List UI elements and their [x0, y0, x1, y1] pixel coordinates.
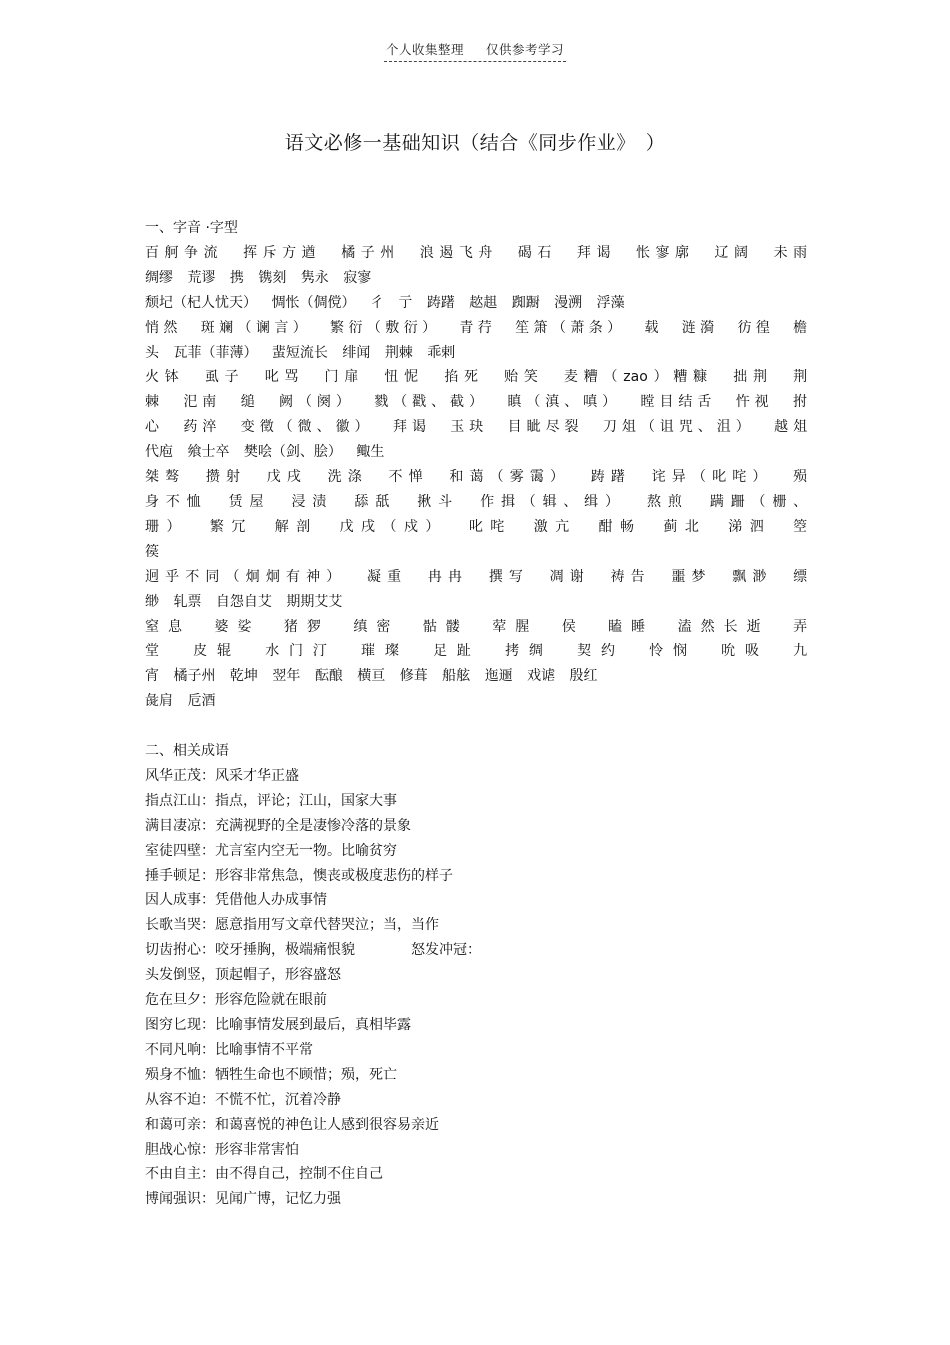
- vocab-word: 蹒跚（栅、: [709, 493, 807, 510]
- vocab-word: 冉冉: [427, 568, 469, 585]
- vocab-word: 足趾: [433, 643, 481, 660]
- vocab-word: 彷徨: [737, 319, 775, 336]
- vocab-word: 诧异（叱咤）: [651, 469, 773, 486]
- idiom-list: [145, 764, 807, 1212]
- vocab-word: 戏谑: [527, 668, 556, 685]
- vocab-word: 作揖（辑、缉）: [480, 493, 626, 510]
- vocab-line: [145, 316, 807, 341]
- vocab-word: 虱子: [204, 369, 245, 386]
- vocab-word: 叱咤: [468, 518, 512, 535]
- vocab-word: 檐: [793, 319, 807, 336]
- idiom-entry: 因人成事：凭借他人办成事情: [145, 892, 327, 909]
- vocab-word: 携: [229, 269, 244, 286]
- vocab-word: 赁屋: [228, 493, 271, 510]
- vocab-word: 轧票: [173, 593, 202, 610]
- idiom-entry: 胆战心惊：形容非常害怕: [145, 1141, 299, 1158]
- vocab-word: 变徵（微、徽）: [240, 419, 374, 436]
- vocab-line: [145, 615, 807, 640]
- vocab-word: 蜚短流长: [271, 344, 328, 361]
- vocab-word: 璀璨: [361, 643, 409, 660]
- vocab-word: 婆娑: [214, 618, 261, 635]
- vocab-word: 卮酒: [187, 693, 216, 710]
- vocab-word: 越俎: [774, 419, 807, 436]
- vocab-line: [145, 291, 807, 316]
- vocab-word: 激亢: [533, 518, 577, 535]
- vocab-word: 噩梦: [671, 568, 712, 585]
- vocab-word: 自怨自艾: [215, 593, 272, 610]
- vocab-word: 拷绸: [505, 643, 553, 660]
- header-left-text: 个人收集整理: [385, 42, 464, 57]
- vocab-word: 忤视: [735, 394, 774, 411]
- vocab-word: 绸缪: [145, 269, 173, 286]
- vocab-word: 橘子州: [341, 244, 400, 261]
- vocab-word: 麦糟（zao）糟糠: [563, 369, 713, 386]
- vocab-word: 百舸争流: [145, 244, 224, 261]
- vocab-word: 笙箫（萧条）: [515, 319, 626, 336]
- idiom-entry: 不同凡响：比喻事情不平常: [145, 1041, 313, 1058]
- vocab-word: 涕泗: [728, 518, 772, 535]
- vocab-word: 迥乎不同（炯炯有神）: [145, 568, 347, 585]
- vocab-word: 溘然长逝: [677, 618, 770, 635]
- vocab-word: 悄然: [145, 319, 182, 336]
- vocab-word: 骷髅: [422, 618, 469, 635]
- vocab-word: 瞋（滇、嗔）: [507, 394, 622, 411]
- vocab-word: 荒谬: [187, 269, 216, 286]
- vocab-word: 缈: [145, 593, 159, 610]
- vocab-word: 未雨: [773, 244, 807, 261]
- vocab-line: [145, 565, 807, 590]
- vocab-word: 拊: [793, 394, 807, 411]
- vocab-word: 乖剌: [427, 344, 456, 361]
- vocab-word: 戊戌（戍）: [339, 518, 447, 535]
- vocab-word: 惆怅（倜傥）: [271, 294, 356, 311]
- vocab-word: 彘肩: [145, 693, 173, 710]
- vocab-word: 飘渺: [732, 568, 773, 585]
- vocab-word: 迤逦: [484, 668, 513, 685]
- vocab-word: 戊戌: [266, 469, 308, 486]
- vocab-word: 期期艾艾: [286, 593, 343, 610]
- section-heading-pronunciation: 一、字音 ·字型: [145, 220, 238, 236]
- vocab-word: 和蔼（雾霭）: [449, 469, 571, 486]
- vocab-word: 解剖: [274, 518, 318, 535]
- vocab-word: 镌刻: [258, 269, 287, 286]
- vocab-word: 寂寥: [343, 269, 372, 286]
- vocab-word: 攒射: [205, 469, 247, 486]
- vocab-word: 代庖: [145, 444, 173, 461]
- vocab-word: 头: [145, 344, 159, 361]
- vocab-word: 酣畅: [598, 518, 642, 535]
- vocab-word: 荆: [793, 369, 807, 386]
- vocab-word: 挥斥方遒: [243, 244, 322, 261]
- vocab-word: 九: [793, 643, 807, 660]
- vocab-word: 箜: [793, 518, 807, 535]
- idiom-entry: 图穷匕现：比喻事情发展到最后，真相毕露: [145, 1016, 411, 1033]
- vocab-line: [145, 390, 807, 415]
- vocab-word: 瞠目结舌: [640, 394, 717, 411]
- vocab-word: 浸渍: [291, 493, 334, 510]
- page-header: [0, 40, 950, 62]
- vocab-word: 凝重: [366, 568, 408, 585]
- vocab-word: 目眦尽裂: [507, 419, 584, 436]
- vocab-word: 怜悯: [649, 643, 697, 660]
- idiom-entry: 头发倒竖，顶起帽子，形容盛怒: [145, 967, 341, 984]
- vocab-word: 殒: [793, 469, 807, 486]
- vocab-word: 窒息: [145, 618, 191, 635]
- vocab-word: 弄: [793, 618, 807, 635]
- vocab-line: [145, 490, 807, 515]
- section-heading-idioms: 二、相关成语: [145, 743, 229, 760]
- section-gap: [145, 714, 807, 739]
- vocab-word: 契约: [577, 643, 625, 660]
- vocab-line: [145, 440, 807, 465]
- vocab-word: 浪遏飞舟: [419, 244, 498, 261]
- vocab-word: 门扉: [324, 369, 365, 386]
- vocab-word: 辽阔: [714, 244, 754, 261]
- vocab-word: 忸怩: [384, 369, 424, 386]
- vocab-word: 篌: [145, 543, 159, 560]
- vocab-word: 船舷: [442, 668, 471, 685]
- vocab-word: 叱骂: [264, 369, 305, 386]
- vocab-word: 繁冗: [209, 518, 253, 535]
- vocab-word: 蓟北: [663, 518, 707, 535]
- vocab-word: 鲰生: [356, 444, 385, 461]
- vocab-word: 颓圮（杞人忧天）: [145, 294, 257, 311]
- vocab-line: [145, 515, 807, 540]
- idiom-entry: 指点江山：指点，评论；江山，国家大事: [145, 792, 397, 809]
- vocab-word: 熬煎: [647, 493, 689, 510]
- vocab-word: 皮辊: [193, 643, 241, 660]
- vocab-word: 酝酿: [314, 668, 343, 685]
- vocab-word: 亍: [398, 294, 413, 311]
- vocab-word: 浮藻: [596, 294, 625, 311]
- vocab-word: 绯闻: [342, 344, 371, 361]
- vocab-word: 撰写: [488, 568, 529, 585]
- vocab-word: 漫溯: [554, 294, 583, 311]
- vocab-word: 踟蹰: [511, 294, 540, 311]
- vocab-line: [145, 590, 807, 615]
- vocab-line: [145, 465, 807, 490]
- vocab-word: 堂: [145, 643, 169, 660]
- vocab-word: 碣石: [517, 244, 557, 261]
- vocab-word: 趑趄: [469, 294, 498, 311]
- vocab-word: 繁衍（敷衍）: [330, 319, 441, 336]
- vocab-word: 刀俎（诅咒、沮）: [602, 419, 755, 436]
- vocab-word: 凋谢: [549, 568, 590, 585]
- vocab-word: 荆棘: [384, 344, 413, 361]
- vocab-line: [145, 415, 807, 440]
- idiom-entry: 危在旦夕：形容危险就在眼前: [145, 992, 327, 1009]
- vocab-line: [145, 341, 807, 366]
- vocab-word: 彳: [369, 294, 384, 311]
- vocab-line: [145, 266, 807, 291]
- document-title: 语文必修一基础知识（结合《同步作业》 ）: [284, 132, 666, 154]
- vocab-word: 缒: [240, 394, 260, 411]
- vocab-word: 踌躇: [426, 294, 455, 311]
- vocab-word: 横亘: [357, 668, 386, 685]
- vocab-word: 瓦菲（菲薄）: [173, 344, 258, 361]
- vocab-word: 吮吸: [721, 643, 769, 660]
- idiom-entry: 殒身不恤：牺牲生命也不顾惜；殒，死亡: [145, 1066, 397, 1083]
- vocab-word: 隽永: [300, 269, 329, 286]
- header-right-text: 仅供参考学习: [486, 42, 565, 57]
- vocab-word: 翌年: [272, 668, 301, 685]
- vocab-word: 水门汀: [265, 643, 337, 660]
- vocab-word: 玉玦: [450, 419, 489, 436]
- vocab-word: 揪斗: [417, 493, 459, 510]
- vocab-word: 珊）: [145, 518, 188, 535]
- idiom-entry: 捶手顿足：形容非常焦急，懊丧或极度悲伤的样子: [145, 867, 453, 884]
- vocab-line: [145, 365, 807, 390]
- vocab-word: 舔舐: [354, 493, 397, 510]
- vocab-word: 洗涤: [327, 469, 368, 486]
- vocab-word: 涟漪: [681, 319, 719, 336]
- vocab-word: 桀骜: [145, 469, 186, 486]
- vocab-word: 瞌睡: [608, 618, 655, 635]
- vocab-word: 心: [145, 419, 164, 436]
- vocab-line: [145, 639, 807, 664]
- vocab-word: 不惮: [388, 469, 429, 486]
- vocab-word: 掐死: [444, 369, 484, 386]
- idiom-entry: 切齿拊心：咬牙捶胸，极端痛恨貌 怒发冲冠：: [145, 942, 481, 959]
- idiom-entry: 和蔼可亲：和蔼喜悦的神色让人感到很容易亲近: [145, 1116, 439, 1133]
- vocab-word: 猪猡: [283, 618, 330, 635]
- vocab-word: 拙荆: [733, 369, 773, 386]
- vocab-word: 缥: [793, 568, 807, 585]
- idiom-entry: 风华正茂：风采才华正盛: [145, 767, 299, 784]
- idiom-entry: 室徒四壁：尤言室内空无一物。比喻贫穷: [145, 842, 397, 859]
- vocab-word: 飨士卒: [187, 444, 230, 461]
- vocab-word: 汜南: [183, 394, 222, 411]
- vocab-word: 侯: [561, 618, 585, 635]
- vocab-word: 戮（戳、截）: [374, 394, 488, 411]
- vocab-word: 缜密: [353, 618, 400, 635]
- vocab-word: 踌躇: [590, 469, 632, 486]
- vocab-list: [145, 241, 807, 714]
- vocab-word: 乾坤: [229, 668, 258, 685]
- vocab-word: 载: [644, 319, 663, 336]
- vocab-word: 身不恤: [145, 493, 208, 510]
- vocab-word: 阙（阕）: [279, 394, 355, 411]
- vocab-word: 贻笑: [504, 369, 544, 386]
- vocab-word: 修葺: [399, 668, 428, 685]
- idiom-entry: 博闻强识：见闻广博，记忆力强: [145, 1191, 341, 1208]
- vocab-word: 药淬: [183, 419, 222, 436]
- vocab-line: [145, 689, 807, 714]
- idiom-entry: 不由自主：由不得自己，控制不住自己: [145, 1166, 383, 1183]
- vocab-word: 怅寥廓: [635, 244, 695, 261]
- idiom-entry: 从容不迫：不慌不忙，沉着冷静: [145, 1091, 341, 1108]
- vocab-line: [145, 540, 807, 565]
- header-dashed-underline: [384, 40, 566, 62]
- vocab-word: 宵: [145, 668, 159, 685]
- vocab-word: 青荇: [459, 319, 497, 336]
- idiom-entry: 满目凄凉：充满视野的全是凄惨冷落的景象: [145, 817, 411, 834]
- vocab-word: 拜谒: [576, 244, 616, 261]
- vocab-word: 火钵: [145, 369, 185, 386]
- vocab-word: 祷告: [610, 568, 651, 585]
- vocab-word: 棘: [145, 394, 164, 411]
- vocab-word: 拜谒: [392, 419, 431, 436]
- idiom-entry: 长歌当哭：愿意指用写文章代替哭泣；当，当作: [145, 917, 439, 934]
- vocab-line: [145, 664, 807, 689]
- vocab-word: 殷红: [569, 668, 598, 685]
- vocab-line: [145, 241, 807, 266]
- document-body: [145, 216, 807, 1212]
- vocab-word: 樊哙（剑、脍）: [243, 444, 342, 461]
- vocab-word: 橘子州: [173, 668, 216, 685]
- vocab-word: 斑斓（谰言）: [200, 319, 312, 336]
- vocab-word: 荤腥: [492, 618, 539, 635]
